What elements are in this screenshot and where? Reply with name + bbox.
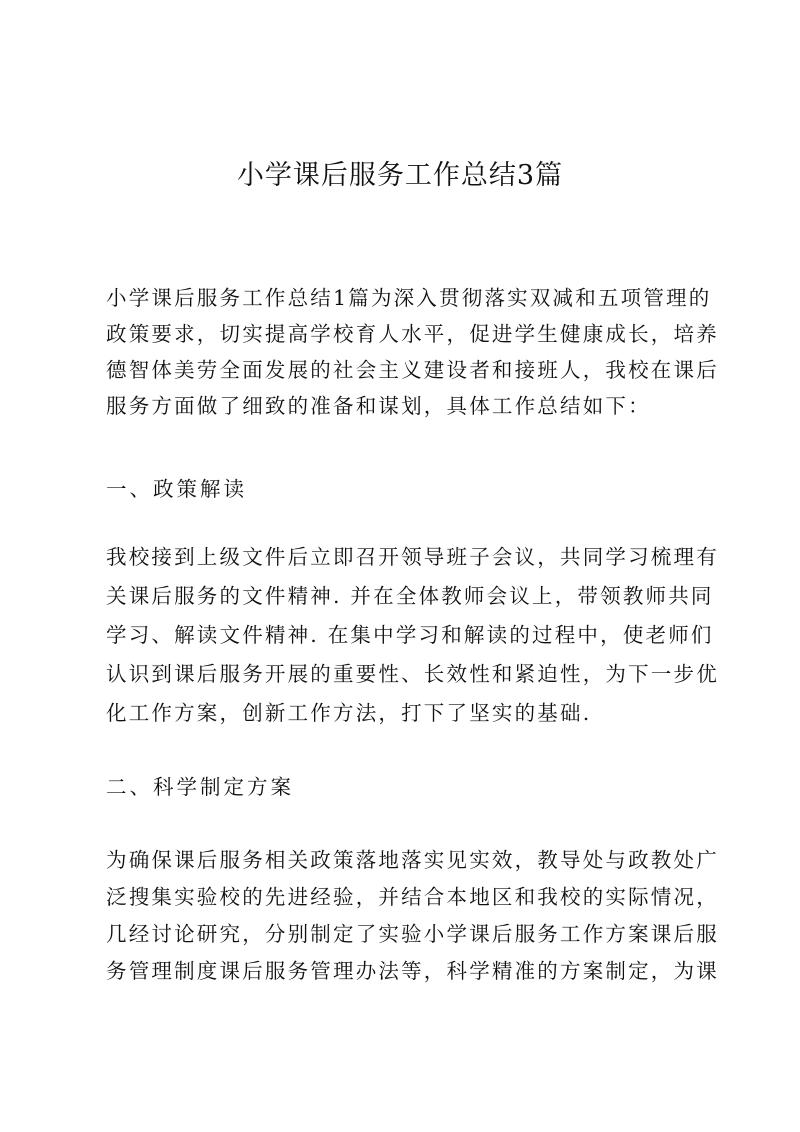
section2-line-4: 务管理制度课后服务管理办法等，科学精准的方案制定，为课 [106, 959, 719, 983]
intro-line-1: 小学课后服务工作总结1篇为深入贯彻落实双减和五项管理的 [106, 286, 712, 310]
section1-line-3: 学习、解读文件精神. 在集中学习和解读的过程中，使老师们 [106, 623, 714, 647]
section2-line-2: 泛搜集实验校的先进经验，并结合本地区和我校的实际情况， [106, 885, 719, 909]
intro-line-3: 德智体美劳全面发展的社会主义建设者和接班人，我校在课后 [106, 358, 719, 382]
intro-line-2: 政策要求，切实提高学校育人水平，促进学生健康成长，培养 [106, 322, 719, 346]
document-title: 小学课后服务工作总结3篇 [236, 160, 564, 191]
section1-line-5: 化工作方案，创新工作方法，打下了坚实的基础. [106, 701, 592, 725]
section1-line-1: 我校接到上级文件后立即召开领导班子会议，共同学习梳理有 [106, 545, 719, 569]
section2-line-1: 为确保课后服务相关政策落地落实见实效，教导处与政教处广 [106, 848, 719, 872]
intro-line-4: 服务方面做了细致的准备和谋划，具体工作总结如下： [106, 394, 651, 418]
section1-line-2: 关课后服务的文件精神. 并在全体教师会议上，带领教师共同 [106, 584, 714, 608]
section2-heading: 二、科学制定方案 [106, 775, 294, 799]
section2-line-3: 几经讨论研究，分别制定了实验小学课后服务工作方案课后服 [106, 922, 719, 946]
section1-line-4: 认识到课后服务开展的重要性、长效性和紧迫性，为下一步优 [106, 662, 719, 686]
section1-heading: 一、政策解读 [106, 477, 247, 501]
